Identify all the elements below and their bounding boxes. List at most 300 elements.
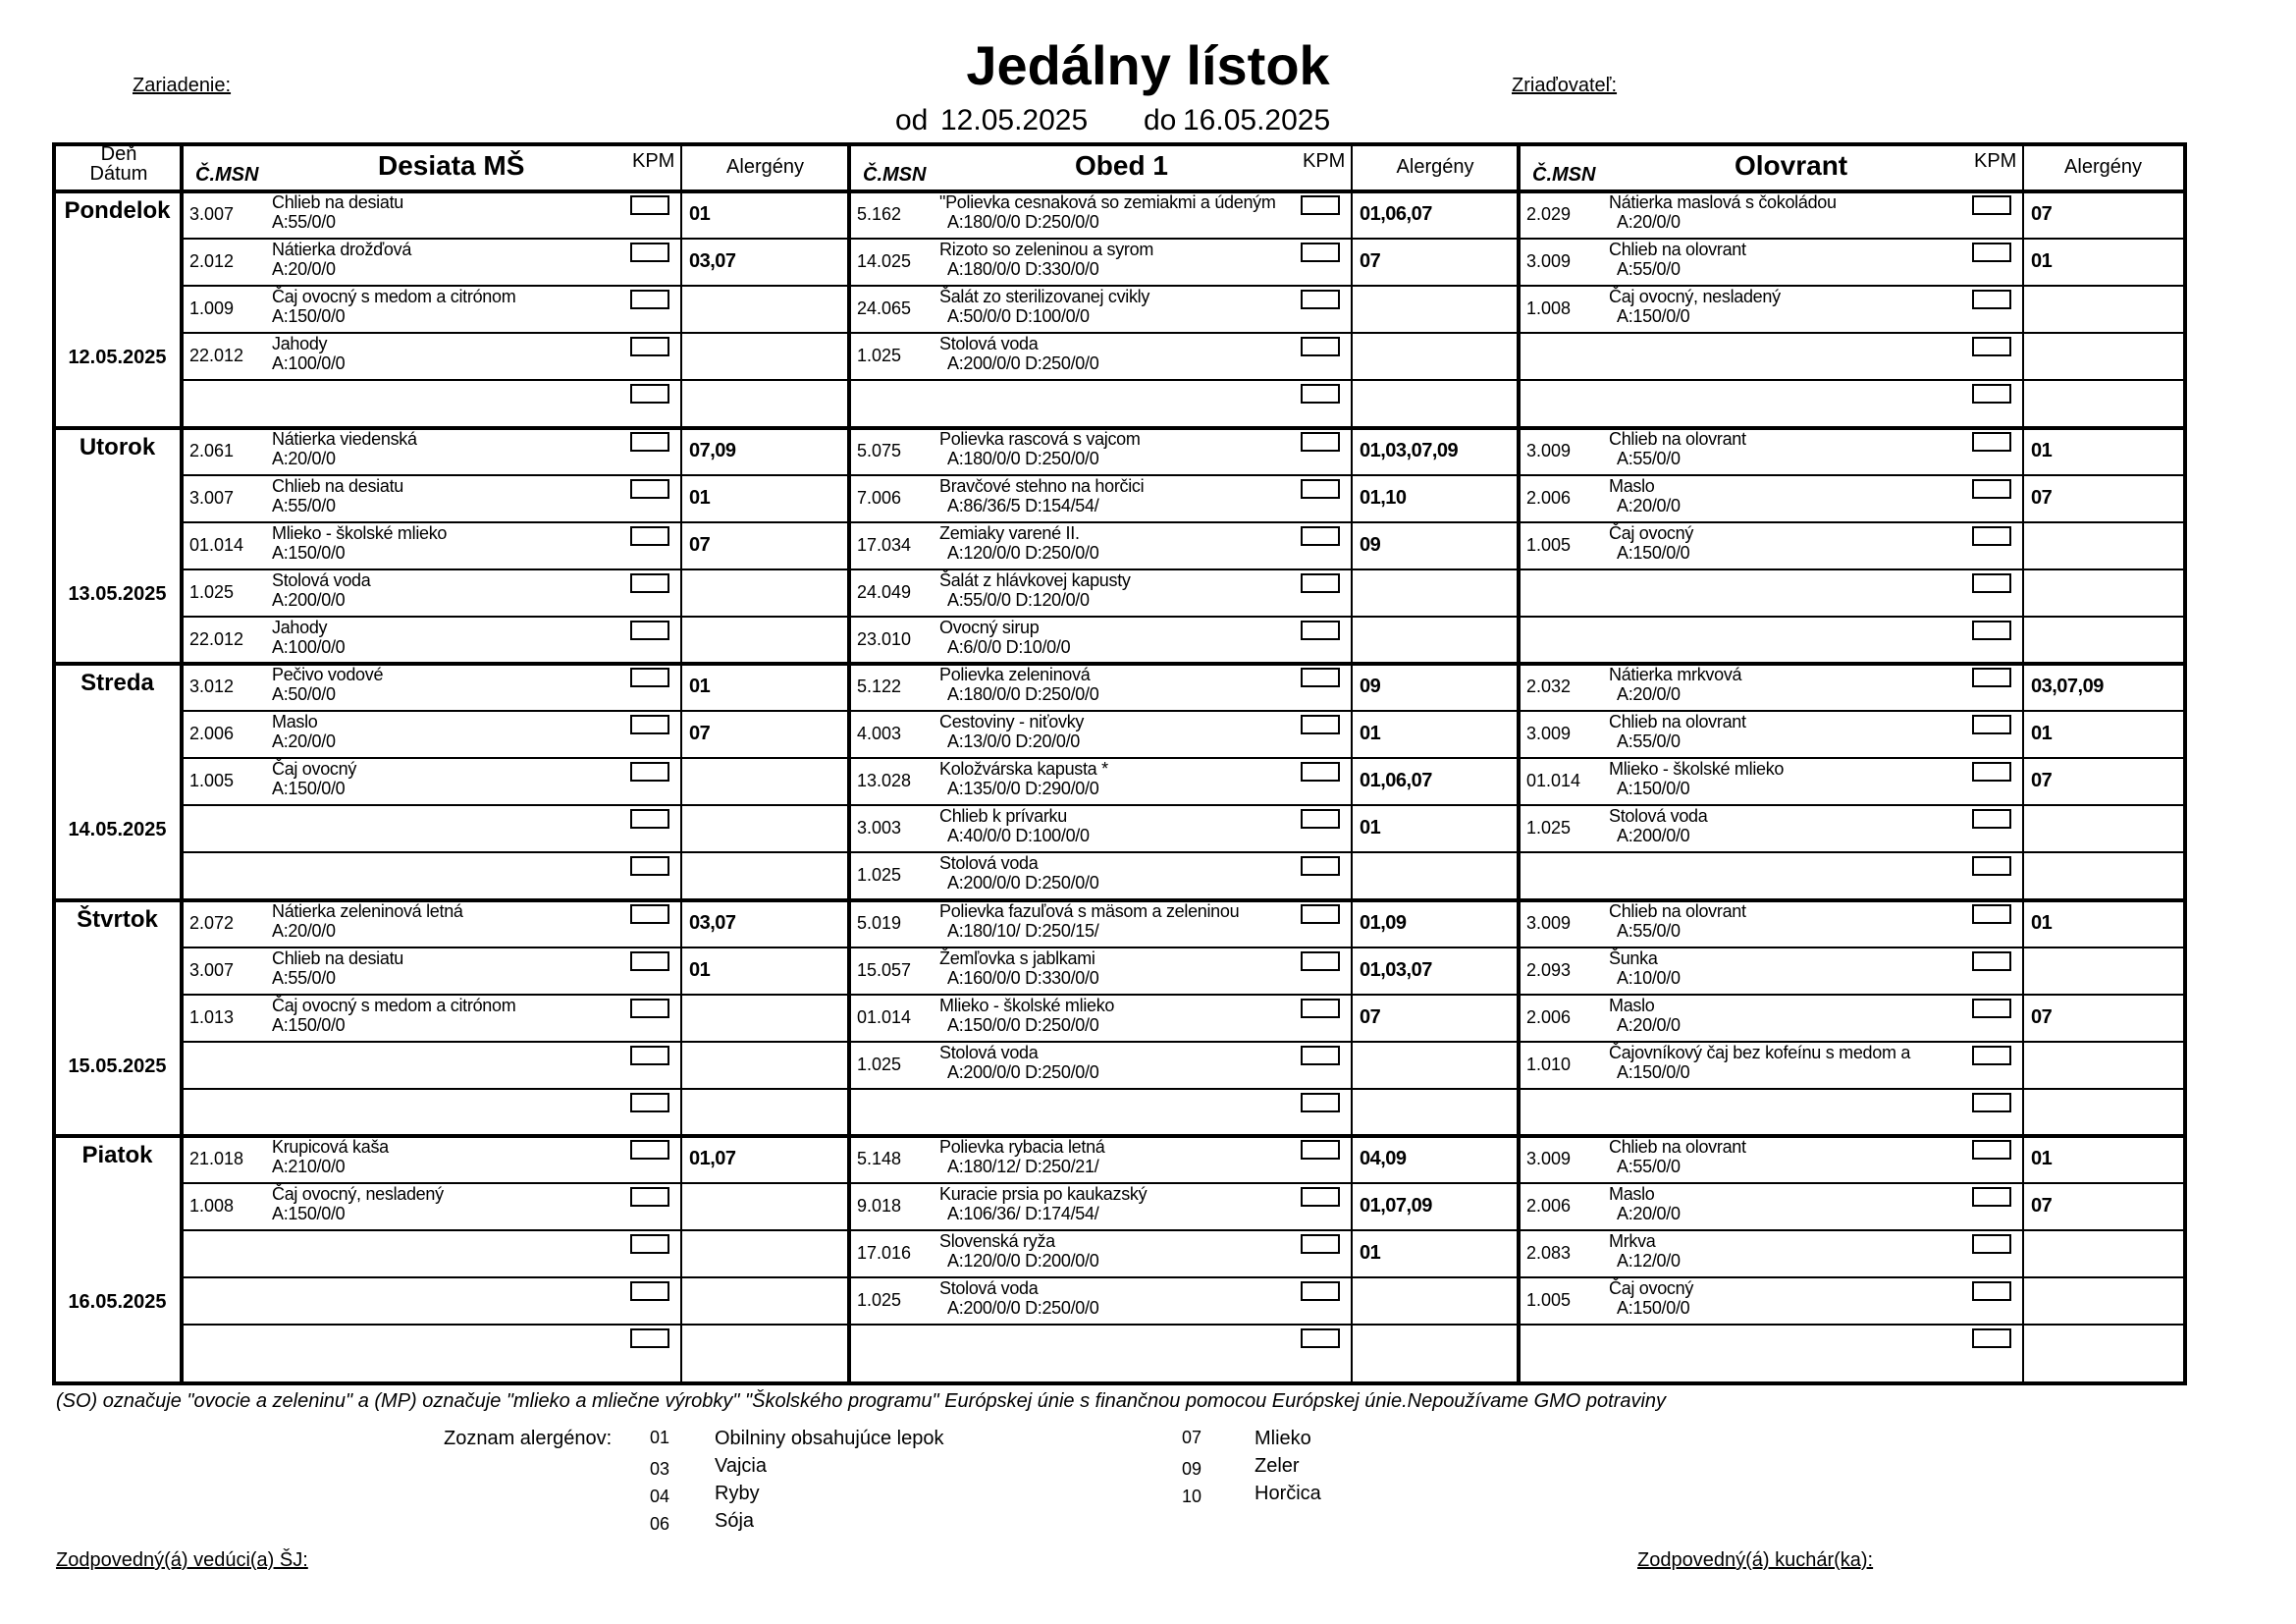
item-name: Polievka rybacia letná bbox=[939, 1137, 1105, 1157]
kpm-header: KPM bbox=[1303, 150, 1346, 172]
kpm-checkbox bbox=[1301, 1093, 1340, 1112]
item-quantity: A:120/0/0 D:250/0/0 bbox=[947, 542, 1099, 563]
item-quantity: A:50/0/0 D:100/0/0 bbox=[947, 306, 1090, 327]
kpm-checkbox bbox=[1301, 195, 1340, 215]
item-quantity: A:150/0/0 bbox=[1617, 1061, 1690, 1082]
row-separator bbox=[182, 757, 2183, 759]
item-quantity: A:20/0/0 bbox=[272, 920, 336, 941]
kpm-checkbox bbox=[630, 1046, 669, 1065]
kpm-checkbox bbox=[1972, 668, 2011, 687]
founder-label: Zriaďovateľ: bbox=[1512, 75, 1618, 96]
day-name: Piatok bbox=[81, 1142, 153, 1168]
kpm-checkbox bbox=[1301, 904, 1340, 924]
item-quantity: A:150/0/0 bbox=[1617, 542, 1690, 563]
item-code: 22.012 bbox=[189, 628, 244, 649]
item-code: 01.014 bbox=[1526, 771, 1581, 791]
item-code: 7.006 bbox=[857, 487, 902, 508]
item-allergens: 07 bbox=[2031, 203, 2053, 225]
kpm-checkbox bbox=[1972, 1281, 2011, 1301]
item-code: 3.012 bbox=[189, 677, 235, 696]
item-code: 3.003 bbox=[857, 818, 902, 839]
kpm-checkbox bbox=[1301, 479, 1340, 499]
allergen-name: Vajcia bbox=[715, 1455, 767, 1477]
item-name: Nátierka zeleninová letná bbox=[272, 900, 463, 921]
kpm-checkbox bbox=[1972, 1187, 2011, 1207]
item-name: Chlieb na olovrant bbox=[1609, 712, 1746, 732]
item-quantity: A:55/0/0 bbox=[1617, 259, 1681, 280]
item-code: 3.007 bbox=[189, 487, 235, 508]
item-code: 3.009 bbox=[1526, 251, 1572, 272]
item-allergens: 01 bbox=[689, 676, 711, 697]
item-quantity: A:50/0/0 bbox=[272, 684, 336, 704]
kpm-checkbox bbox=[630, 951, 669, 971]
item-allergens: 01 bbox=[2031, 439, 2053, 461]
allergens-header: Alergény bbox=[1396, 156, 1474, 178]
item-code: 2.029 bbox=[1526, 204, 1572, 224]
kpm-checkbox bbox=[1301, 1234, 1340, 1254]
item-quantity: A:150/0/0 bbox=[272, 1204, 346, 1224]
row-separator bbox=[182, 616, 2183, 618]
item-code: 3.007 bbox=[189, 204, 235, 224]
allergen-name: Horčica bbox=[1255, 1483, 1321, 1504]
item-allergens: 01 bbox=[689, 203, 711, 225]
kpm-checkbox bbox=[1972, 1234, 2011, 1254]
item-code: 2.032 bbox=[1526, 677, 1572, 696]
item-code: 1.008 bbox=[1526, 298, 1572, 319]
item-name: Šalát z hlávkovej kapusty bbox=[939, 569, 1131, 590]
kpm-checkbox bbox=[1301, 951, 1340, 971]
kpm-checkbox bbox=[630, 195, 669, 215]
day-name: Pondelok bbox=[64, 197, 171, 224]
item-code: 2.012 bbox=[189, 251, 235, 272]
item-name: Maslo bbox=[1609, 1184, 1655, 1205]
item-name: Stolová voda bbox=[939, 1042, 1039, 1062]
item-name: Polievka rascová s vajcom bbox=[939, 428, 1141, 449]
item-code: 1.013 bbox=[189, 1006, 235, 1027]
item-quantity: A:20/0/0 bbox=[1617, 1204, 1681, 1224]
item-allergens: 01 bbox=[689, 958, 711, 981]
kpm-checkbox bbox=[1972, 290, 2011, 309]
day-name: Streda bbox=[80, 670, 154, 696]
item-allergens: 03,07 bbox=[689, 911, 736, 934]
item-quantity: A:20/0/0 bbox=[272, 731, 336, 752]
item-code: 1.005 bbox=[189, 771, 235, 791]
item-name: Ovocný sirup bbox=[939, 617, 1040, 637]
item-name: Kuracie prsia po kaukazský bbox=[939, 1184, 1148, 1205]
item-allergens: 03,07 bbox=[689, 250, 736, 273]
program-note: (SO) označuje "ovocie a zeleninu" a (MP) označuje "mlieko a mliečne výrobky" "Školského programu" Európskej únie s finančnou pomocou Európskej únie.Nepoužívame GMO potraviny bbox=[56, 1390, 1667, 1412]
kpm-checkbox bbox=[630, 432, 669, 452]
row-separator bbox=[182, 379, 2183, 381]
item-code: 3.009 bbox=[1526, 440, 1572, 460]
facility-label: Zariadenie: bbox=[133, 75, 232, 96]
row-separator bbox=[182, 1276, 2183, 1278]
item-name: Nátierka viedenská bbox=[272, 428, 417, 449]
kpm-checkbox bbox=[1301, 715, 1340, 734]
allergen-name: Zeler bbox=[1255, 1455, 1300, 1477]
kpm-checkbox bbox=[1972, 432, 2011, 452]
row-separator bbox=[182, 1088, 2183, 1090]
section-header-1: Desiata MŠ bbox=[378, 150, 525, 181]
item-allergens: 01,03,07 bbox=[1360, 958, 1432, 981]
period-to-label: do bbox=[1144, 104, 1177, 136]
item-quantity: A:200/0/0 D:250/0/0 bbox=[947, 1061, 1099, 1082]
kpm-checkbox bbox=[630, 337, 669, 356]
menu-table bbox=[52, 142, 2187, 1385]
item-name: Čaj ovocný bbox=[1609, 522, 1694, 543]
row-separator bbox=[182, 1324, 2183, 1326]
row-separator bbox=[182, 804, 2183, 806]
item-code: 1.005 bbox=[1526, 534, 1572, 555]
item-quantity: A:200/0/0 D:250/0/0 bbox=[947, 873, 1099, 893]
item-allergens: 01,06,07 bbox=[1360, 203, 1432, 225]
item-code: 1.009 bbox=[189, 298, 235, 319]
kpm-checkbox bbox=[630, 715, 669, 734]
item-quantity: A:200/0/0 bbox=[1617, 826, 1690, 846]
item-quantity: A:12/0/0 bbox=[1617, 1251, 1681, 1272]
item-code: 2.072 bbox=[189, 912, 235, 933]
kpm-checkbox bbox=[1972, 243, 2011, 262]
item-quantity: A:200/0/0 D:250/0/0 bbox=[947, 1298, 1099, 1319]
row-separator bbox=[182, 568, 2183, 570]
item-name: Bravčové stehno na horčici bbox=[939, 475, 1145, 496]
item-name: Chlieb na olovrant bbox=[1609, 1137, 1746, 1157]
section-header-2: Obed 1 bbox=[1075, 150, 1168, 181]
kpm-checkbox bbox=[1972, 621, 2011, 640]
item-quantity: A:10/0/0 bbox=[1617, 967, 1681, 988]
item-name: Mlieko - školské mlieko bbox=[939, 995, 1115, 1015]
item-code: 3.009 bbox=[1526, 912, 1572, 933]
item-quantity: A:150/0/0 bbox=[272, 1014, 346, 1035]
allergens-header: Alergény bbox=[2064, 156, 2142, 178]
kpm-checkbox bbox=[630, 1328, 669, 1348]
item-name: Slovenská ryža bbox=[939, 1231, 1055, 1252]
item-name: Čajovníkový čaj bez kofeínu s medom a bbox=[1609, 1042, 1911, 1062]
item-allergens: 01 bbox=[2031, 250, 2053, 273]
item-quantity: A:135/0/0 D:290/0/0 bbox=[947, 779, 1099, 799]
item-code: 17.016 bbox=[857, 1243, 912, 1264]
item-allergens: 04,09 bbox=[1360, 1148, 1407, 1169]
item-quantity: A:150/0/0 bbox=[1617, 1298, 1690, 1319]
item-quantity: A:150/0/0 bbox=[1617, 306, 1690, 327]
row-separator bbox=[182, 710, 2183, 712]
item-quantity: A:55/0/0 bbox=[272, 967, 336, 988]
item-name: Chlieb na desiatu bbox=[272, 475, 403, 496]
item-quantity: A:55/0/0 bbox=[1617, 1157, 1681, 1176]
kpm-checkbox bbox=[1301, 1140, 1340, 1160]
item-quantity: A:180/0/0 D:330/0/0 bbox=[947, 259, 1099, 280]
day-date: 16.05.2025 bbox=[68, 1291, 167, 1314]
item-name: Maslo bbox=[272, 712, 318, 732]
kpm-checkbox bbox=[630, 1140, 669, 1160]
kpm-checkbox bbox=[630, 243, 669, 262]
item-name: "Polievka cesnaková so zemiakmi a údeným bbox=[939, 192, 1276, 212]
item-quantity: A:160/0/0 D:330/0/0 bbox=[947, 967, 1099, 988]
item-allergens: 09 bbox=[1360, 533, 1381, 556]
allergen-code: 10 bbox=[1182, 1487, 1202, 1506]
msn-header: Č.MSN bbox=[1532, 164, 1596, 186]
item-quantity: A:120/0/0 D:200/0/0 bbox=[947, 1251, 1099, 1272]
item-allergens: 01 bbox=[1360, 817, 1381, 839]
period-from-date: 12.05.2025 bbox=[940, 104, 1089, 136]
kpm-checkbox bbox=[1972, 573, 2011, 593]
item-allergens: 07 bbox=[1360, 250, 1381, 273]
kpm-checkbox bbox=[630, 1187, 669, 1207]
kpm-checkbox bbox=[1301, 999, 1340, 1018]
item-quantity: A:20/0/0 bbox=[1617, 212, 1681, 232]
allergen-name: Mlieko bbox=[1255, 1428, 1311, 1449]
kpm-checkbox bbox=[1301, 856, 1340, 876]
allergen-code: 01 bbox=[650, 1428, 670, 1447]
allergen-name: Sója bbox=[715, 1510, 755, 1532]
kpm-checkbox bbox=[1972, 999, 2011, 1018]
item-quantity: A:20/0/0 bbox=[272, 259, 336, 280]
item-code: 3.007 bbox=[189, 959, 235, 980]
allergen-code: 04 bbox=[650, 1487, 670, 1506]
kpm-header: KPM bbox=[1974, 150, 2017, 172]
item-code: 1.005 bbox=[1526, 1290, 1572, 1311]
item-allergens: 01,07,09 bbox=[1360, 1195, 1432, 1218]
item-quantity: A:106/36/ D:174/54/ bbox=[947, 1204, 1099, 1224]
kpm-checkbox bbox=[630, 1281, 669, 1301]
item-code: 21.018 bbox=[189, 1149, 244, 1168]
kpm-checkbox bbox=[630, 1234, 669, 1254]
item-allergens: 07 bbox=[2031, 1005, 2053, 1028]
item-name: Chlieb na olovrant bbox=[1609, 900, 1746, 921]
kpm-checkbox bbox=[630, 904, 669, 924]
item-name: Stolová voda bbox=[939, 334, 1039, 354]
item-name: Pečivo vodové bbox=[272, 665, 384, 684]
item-allergens: 07 bbox=[689, 533, 711, 556]
day-date: 15.05.2025 bbox=[68, 1055, 167, 1077]
item-code: 1.025 bbox=[1526, 818, 1572, 839]
item-quantity: A:6/0/0 D:10/0/0 bbox=[947, 636, 1071, 657]
item-code: 1.008 bbox=[189, 1196, 235, 1217]
kpm-checkbox bbox=[630, 290, 669, 309]
row-separator bbox=[182, 1182, 2183, 1184]
kpm-checkbox bbox=[1972, 1046, 2011, 1065]
item-name: Čaj ovocný, nesladený bbox=[272, 1184, 444, 1205]
item-allergens: 01,10 bbox=[1360, 486, 1407, 509]
row-separator bbox=[182, 332, 2183, 334]
period-from-label: od bbox=[895, 104, 929, 136]
item-quantity: A:40/0/0 D:100/0/0 bbox=[947, 826, 1090, 846]
item-quantity: A:210/0/0 bbox=[272, 1157, 346, 1176]
allergen-name: Ryby bbox=[715, 1483, 760, 1504]
row-separator bbox=[182, 1229, 2183, 1231]
item-code: 5.162 bbox=[857, 204, 902, 224]
kpm-checkbox bbox=[1972, 762, 2011, 782]
page-title: Jedálny lístok bbox=[966, 34, 1330, 96]
item-name: Čaj ovocný bbox=[272, 759, 357, 780]
kpm-header: KPM bbox=[632, 150, 675, 172]
item-code: 01.014 bbox=[857, 1006, 912, 1027]
day-header-label: Deň bbox=[100, 143, 137, 165]
item-name: Polievka fazuľová s mäsom a zeleninou bbox=[939, 900, 1240, 921]
item-allergens: 01,09 bbox=[1360, 911, 1407, 934]
day-date: 14.05.2025 bbox=[68, 819, 167, 841]
item-allergens: 01 bbox=[1360, 1242, 1381, 1265]
item-name: Chlieb k prívarku bbox=[939, 806, 1067, 827]
row-separator bbox=[182, 474, 2183, 476]
item-name: Krupicová kaša bbox=[272, 1137, 389, 1157]
item-name: Polievka zeleninová bbox=[939, 665, 1091, 684]
item-allergens: 07 bbox=[2031, 770, 2053, 792]
item-name: Rizoto so zeleninou a syrom bbox=[939, 240, 1154, 260]
kpm-checkbox bbox=[630, 621, 669, 640]
kpm-checkbox bbox=[1972, 384, 2011, 404]
kpm-checkbox bbox=[630, 856, 669, 876]
item-code: 1.025 bbox=[857, 1290, 902, 1311]
item-name: Chlieb na olovrant bbox=[1609, 240, 1746, 260]
kpm-checkbox bbox=[630, 809, 669, 829]
day-name: Utorok bbox=[79, 433, 156, 460]
item-name: Chlieb na desiatu bbox=[272, 192, 403, 212]
item-quantity: A:180/0/0 D:250/0/0 bbox=[947, 684, 1099, 704]
item-name: Jahody bbox=[272, 617, 328, 637]
allergens-header: Alergény bbox=[726, 156, 804, 178]
item-name: Chlieb na olovrant bbox=[1609, 428, 1746, 449]
kpm-checkbox bbox=[1972, 904, 2011, 924]
kpm-checkbox bbox=[630, 479, 669, 499]
item-name: Čaj ovocný bbox=[1609, 1278, 1694, 1299]
item-code: 2.061 bbox=[189, 440, 235, 460]
row-separator bbox=[182, 851, 2183, 853]
item-quantity: A:20/0/0 bbox=[1617, 684, 1681, 704]
kpm-checkbox bbox=[1301, 1281, 1340, 1301]
allergen-code: 07 bbox=[1182, 1428, 1202, 1447]
item-allergens: 01 bbox=[2031, 911, 2053, 934]
item-code: 5.148 bbox=[857, 1149, 902, 1168]
item-name: Stolová voda bbox=[939, 853, 1039, 874]
kpm-checkbox bbox=[1301, 526, 1340, 546]
item-quantity: A:86/36/5 D:154/54/ bbox=[947, 495, 1099, 515]
item-allergens: 01 bbox=[1360, 723, 1381, 745]
day-name: Štvrtok bbox=[77, 905, 158, 933]
date-header-label: Dátum bbox=[89, 163, 148, 185]
item-name: Čaj ovocný s medom a citrónom bbox=[272, 287, 516, 307]
item-code: 1.025 bbox=[857, 1054, 902, 1074]
item-quantity: A:150/0/0 D:250/0/0 bbox=[947, 1014, 1099, 1035]
item-code: 1.010 bbox=[1526, 1054, 1572, 1074]
msn-header: Č.MSN bbox=[195, 164, 259, 186]
item-quantity: A:55/0/0 bbox=[1617, 731, 1681, 752]
item-allergens: 01,06,07 bbox=[1360, 770, 1432, 792]
kpm-checkbox bbox=[1301, 809, 1340, 829]
allergen-list-label: Zoznam alergénov: bbox=[444, 1428, 613, 1449]
kpm-checkbox bbox=[1972, 195, 2011, 215]
item-quantity: A:150/0/0 bbox=[272, 779, 346, 799]
kpm-checkbox bbox=[1301, 1328, 1340, 1348]
item-allergens: 01 bbox=[689, 486, 711, 509]
item-quantity: A:13/0/0 D:20/0/0 bbox=[947, 731, 1080, 752]
item-name: Zemiaky varené II. bbox=[939, 522, 1080, 543]
item-name: Mlieko - školské mlieko bbox=[1609, 759, 1785, 780]
item-quantity: A:150/0/0 bbox=[1617, 779, 1690, 799]
item-quantity: A:180/12/ D:250/21/ bbox=[947, 1157, 1099, 1176]
kpm-checkbox bbox=[630, 526, 669, 546]
item-name: Nátierka mrkvová bbox=[1609, 665, 1742, 684]
kpm-checkbox bbox=[1972, 337, 2011, 356]
item-name: Mrkva bbox=[1609, 1231, 1656, 1252]
item-quantity: A:55/0/0 bbox=[272, 212, 336, 232]
item-code: 23.010 bbox=[857, 628, 912, 649]
item-name: Šunka bbox=[1609, 947, 1658, 968]
item-allergens: 01 bbox=[2031, 723, 2053, 745]
item-quantity: A:200/0/0 D:250/0/0 bbox=[947, 353, 1099, 374]
section-header-3: Olovrant bbox=[1735, 150, 1848, 181]
period-to-date: 16.05.2025 bbox=[1183, 104, 1331, 136]
item-code: 2.006 bbox=[1526, 487, 1572, 508]
item-code: 2.006 bbox=[1526, 1196, 1572, 1217]
item-allergens: 01 bbox=[2031, 1148, 2053, 1169]
item-quantity: A:180/0/0 D:250/0/0 bbox=[947, 448, 1099, 468]
item-allergens: 07 bbox=[689, 723, 711, 745]
item-allergens: 07 bbox=[1360, 1005, 1381, 1028]
kpm-checkbox bbox=[1301, 1046, 1340, 1065]
item-name: Koložvárska kapusta * bbox=[939, 759, 1108, 780]
day-date: 12.05.2025 bbox=[68, 347, 167, 369]
item-code: 15.057 bbox=[857, 959, 912, 980]
kpm-checkbox bbox=[1972, 856, 2011, 876]
item-allergens: 09 bbox=[1360, 676, 1381, 697]
item-code: 3.009 bbox=[1526, 1149, 1572, 1168]
kpm-checkbox bbox=[1301, 384, 1340, 404]
item-code: 01.014 bbox=[189, 534, 244, 555]
allergen-code: 03 bbox=[650, 1459, 670, 1479]
kpm-checkbox bbox=[1301, 573, 1340, 593]
item-name: Stolová voda bbox=[939, 1278, 1039, 1299]
item-code: 5.122 bbox=[857, 677, 902, 696]
kpm-checkbox bbox=[630, 999, 669, 1018]
item-code: 13.028 bbox=[857, 771, 912, 791]
item-code: 1.025 bbox=[857, 865, 902, 886]
kpm-checkbox bbox=[1301, 290, 1340, 309]
item-name: Čaj ovocný, nesladený bbox=[1609, 287, 1781, 307]
item-quantity: A:180/10/ D:250/15/ bbox=[947, 920, 1099, 941]
kpm-checkbox bbox=[630, 668, 669, 687]
item-quantity: A:150/0/0 bbox=[272, 542, 346, 563]
kpm-checkbox bbox=[1972, 809, 2011, 829]
item-name: Žemľovka s jablkami bbox=[939, 947, 1095, 968]
item-allergens: 07 bbox=[2031, 1195, 2053, 1218]
item-code: 4.003 bbox=[857, 724, 902, 744]
kpm-checkbox bbox=[1972, 1328, 2011, 1348]
item-quantity: A:100/0/0 bbox=[272, 353, 346, 374]
item-name: Jahody bbox=[272, 334, 328, 354]
kpm-checkbox bbox=[1301, 243, 1340, 262]
allergen-name: Obilniny obsahujúce lepok bbox=[715, 1428, 944, 1449]
item-code: 24.065 bbox=[857, 298, 912, 319]
item-quantity: A:55/0/0 bbox=[1617, 920, 1681, 941]
item-name: Nátierka drožďová bbox=[272, 240, 412, 260]
item-quantity: A:55/0/0 bbox=[1617, 448, 1681, 468]
kpm-checkbox bbox=[1972, 479, 2011, 499]
kpm-checkbox bbox=[1972, 715, 2011, 734]
item-code: 2.006 bbox=[189, 724, 235, 744]
item-name: Cestoviny - niťovky bbox=[939, 712, 1085, 732]
kpm-checkbox bbox=[1972, 1093, 2011, 1112]
kpm-checkbox bbox=[1301, 432, 1340, 452]
item-quantity: A:200/0/0 bbox=[272, 589, 346, 610]
item-code: 2.093 bbox=[1526, 959, 1572, 980]
item-quantity: A:20/0/0 bbox=[272, 448, 336, 468]
item-quantity: A:180/0/0 D:250/0/0 bbox=[947, 212, 1099, 232]
item-quantity: A:100/0/0 bbox=[272, 636, 346, 657]
item-code: 17.034 bbox=[857, 534, 912, 555]
item-name: Čaj ovocný s medom a citrónom bbox=[272, 995, 516, 1015]
item-allergens: 01,03,07,09 bbox=[1360, 439, 1459, 461]
